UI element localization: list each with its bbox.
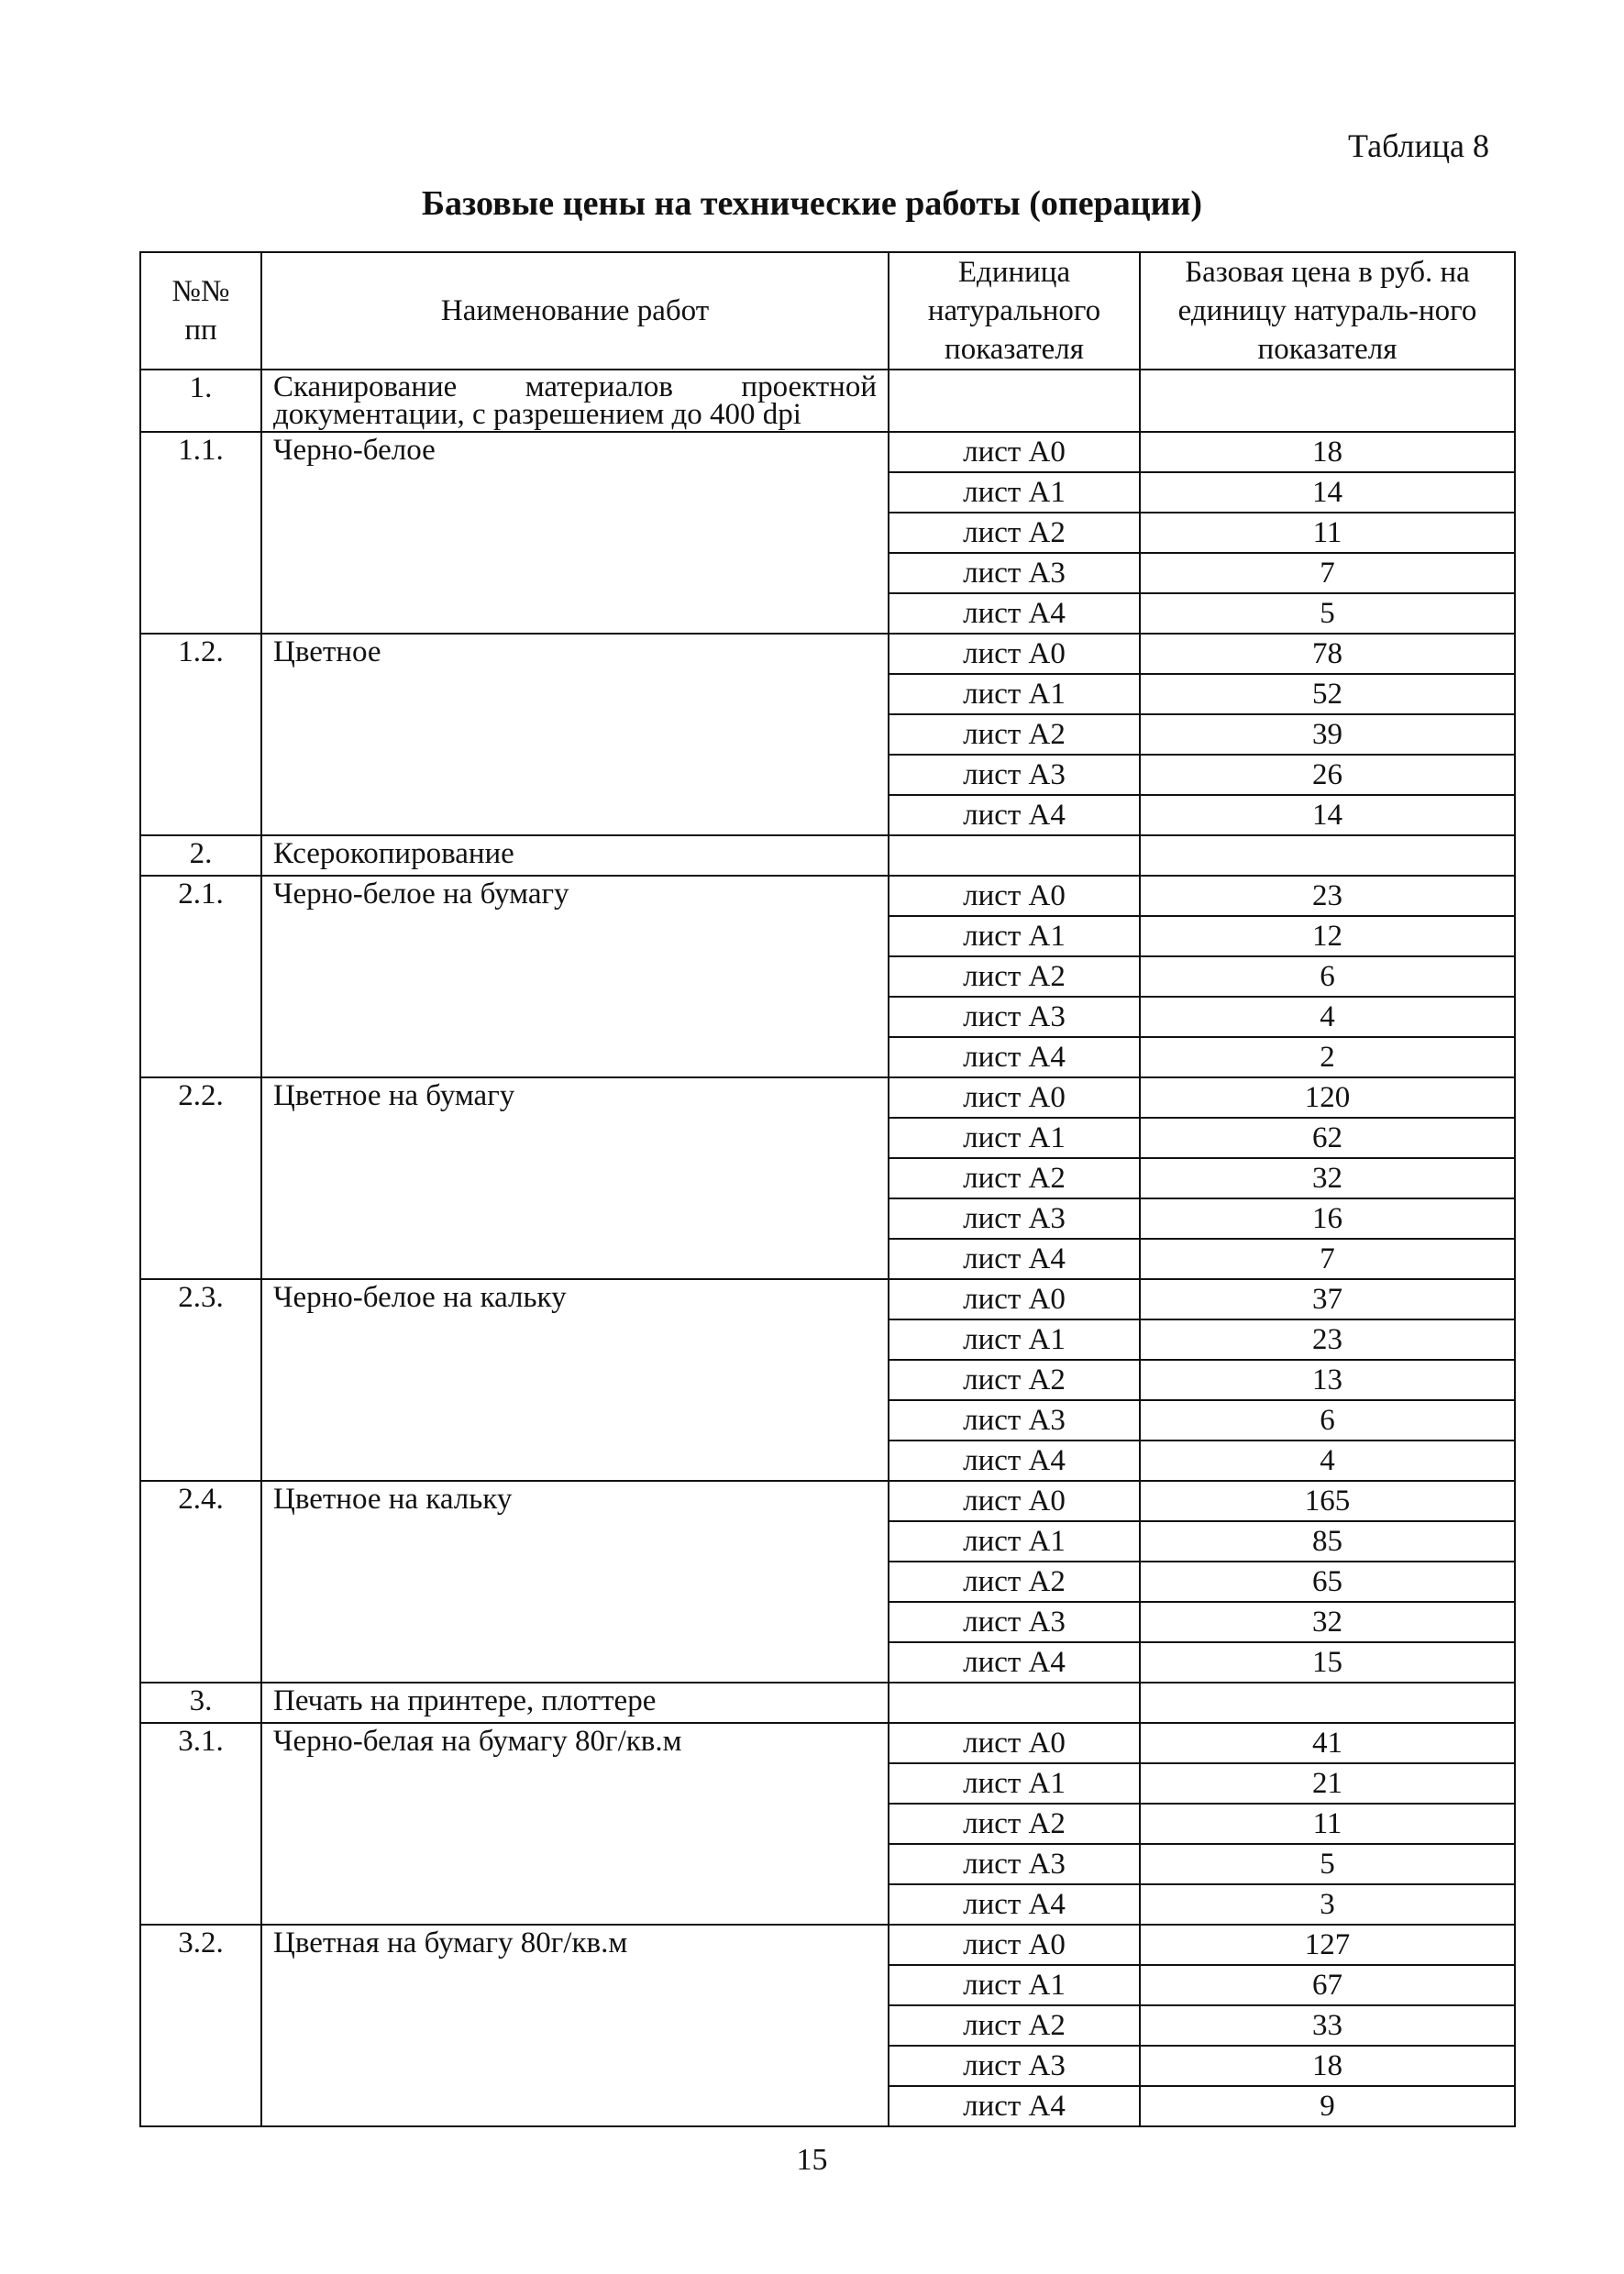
unit-cell: лист А3	[889, 1602, 1140, 1642]
column-header-name-text: Наименование работ	[440, 294, 710, 327]
column-header-price-text: Базовая цена в руб. на единицу натураль-ного показателя	[1177, 256, 1477, 366]
item-number: 2.4.	[140, 1481, 261, 1683]
price-cell: 13	[1140, 1360, 1515, 1400]
item-number: 3.2.	[140, 1925, 261, 2126]
unit-cell: лист А2	[889, 956, 1140, 997]
unit-cell: лист А3	[889, 755, 1140, 795]
price-cell: 62	[1140, 1118, 1515, 1158]
unit-cell: лист А0	[889, 1481, 1140, 1521]
price-cell: 32	[1140, 1602, 1515, 1642]
unit-cell: лист А1	[889, 1118, 1140, 1158]
price-cell: 11	[1140, 1804, 1515, 1844]
item-name: Цветное на бумагу	[261, 1077, 889, 1279]
table-row	[140, 1723, 1515, 1763]
price-cell: 2	[1140, 1037, 1515, 1077]
unit-cell: лист А0	[889, 1723, 1140, 1763]
column-header-unit-text: Единица натурального показателя	[927, 256, 1101, 366]
unit-cell: лист А4	[889, 1642, 1140, 1683]
price-cell: 21	[1140, 1763, 1515, 1804]
unit-cell: лист А4	[889, 1037, 1140, 1077]
price-cell: 18	[1140, 2046, 1515, 2086]
item-name: Черно-белое	[261, 432, 889, 634]
document-title: Базовые цены на технические работы (операции)	[421, 184, 1203, 223]
table-row	[140, 1925, 1515, 1965]
unit-cell: лист А3	[889, 2046, 1140, 2086]
unit-cell: лист А0	[889, 1077, 1140, 1118]
unit-cell: лист А4	[889, 1441, 1140, 1481]
price-cell: 65	[1140, 1562, 1515, 1602]
unit-cell: лист А1	[889, 1965, 1140, 2005]
item-number: 2.2.	[140, 1077, 261, 1279]
price-cell: 6	[1140, 956, 1515, 997]
price-cell: 4	[1140, 1441, 1515, 1481]
price-cell: 18	[1140, 432, 1515, 472]
section-row	[140, 370, 1515, 432]
table-row	[140, 1279, 1515, 1319]
column-header-name	[261, 252, 889, 370]
price-cell: 15	[1140, 1642, 1515, 1683]
section-name: Сканирование материалов проектной документации, с разрешением до 400 dpi	[261, 370, 889, 432]
item-number: 3.1.	[140, 1723, 261, 1925]
price-cell: 37	[1140, 1279, 1515, 1319]
page-number: 15	[796, 2143, 828, 2177]
price-table	[139, 251, 1516, 2127]
unit-cell: лист А4	[889, 1884, 1140, 1925]
item-number: 2.3.	[140, 1279, 261, 1481]
unit-cell: лист А2	[889, 2005, 1140, 2046]
table-row	[140, 1481, 1515, 1521]
price-cell: 127	[1140, 1925, 1515, 1965]
unit-cell: лист А4	[889, 1239, 1140, 1279]
item-name: Цветное на кальку	[261, 1481, 889, 1683]
item-number: 2.1.	[140, 876, 261, 1077]
price-cell: 7	[1140, 1239, 1515, 1279]
unit-cell: лист А4	[889, 593, 1140, 634]
section-row	[140, 835, 1515, 876]
price-cell: 52	[1140, 674, 1515, 714]
table-row	[140, 876, 1515, 916]
unit-cell: лист А3	[889, 1400, 1140, 1441]
price-cell: 11	[1140, 513, 1515, 553]
column-header-number	[140, 252, 261, 370]
price-cell: 5	[1140, 1844, 1515, 1884]
price-cell: 165	[1140, 1481, 1515, 1521]
unit-cell: лист А2	[889, 1562, 1140, 1602]
table-body	[140, 370, 1515, 2126]
price-cell: 14	[1140, 472, 1515, 513]
price-cell: 85	[1140, 1521, 1515, 1562]
unit-cell: лист А4	[889, 2086, 1140, 2126]
price-cell: 16	[1140, 1198, 1515, 1239]
unit-cell: лист А2	[889, 1804, 1140, 1844]
price-cell: 7	[1140, 553, 1515, 593]
price-cell: 23	[1140, 1319, 1515, 1360]
table-row	[140, 432, 1515, 472]
unit-cell: лист А0	[889, 876, 1140, 916]
item-name: Цветное	[261, 634, 889, 835]
unit-cell: лист А3	[889, 1844, 1140, 1884]
section-price-empty	[1140, 1683, 1515, 1723]
price-cell: 39	[1140, 714, 1515, 755]
item-number: 1.1.	[140, 432, 261, 634]
section-row	[140, 1683, 1515, 1723]
section-name: Ксерокопирование	[261, 835, 889, 876]
price-cell: 26	[1140, 755, 1515, 795]
table-row	[140, 1077, 1515, 1118]
item-name: Черно-белое на кальку	[261, 1279, 889, 1481]
table-row	[140, 634, 1515, 674]
column-header-number-text: №№ пп	[171, 275, 230, 347]
price-cell: 67	[1140, 1965, 1515, 2005]
unit-cell: лист А2	[889, 1158, 1140, 1198]
item-name: Черно-белое на бумагу	[261, 876, 889, 1077]
section-number: 1.	[140, 370, 261, 432]
section-price-empty	[1140, 370, 1515, 432]
unit-cell: лист А0	[889, 1925, 1140, 1965]
price-cell: 33	[1140, 2005, 1515, 2046]
table-header-row	[140, 252, 1515, 370]
unit-cell: лист А2	[889, 513, 1140, 553]
unit-cell: лист А1	[889, 674, 1140, 714]
section-name: Печать на принтере, плоттере	[261, 1683, 889, 1723]
unit-cell: лист А1	[889, 916, 1140, 956]
price-cell: 32	[1140, 1158, 1515, 1198]
price-cell: 41	[1140, 1723, 1515, 1763]
unit-cell: лист А0	[889, 634, 1140, 674]
unit-cell: лист А0	[889, 432, 1140, 472]
price-cell: 14	[1140, 795, 1515, 835]
unit-cell: лист А3	[889, 997, 1140, 1037]
item-name: Цветная на бумагу 80г/кв.м	[261, 1925, 889, 2126]
table-label: Таблица 8	[1348, 127, 1489, 164]
section-unit-empty	[889, 1683, 1140, 1723]
unit-cell: лист А0	[889, 1279, 1140, 1319]
section-number: 2.	[140, 835, 261, 876]
price-cell: 9	[1140, 2086, 1515, 2126]
price-cell: 5	[1140, 593, 1515, 634]
price-cell: 23	[1140, 876, 1515, 916]
unit-cell: лист А2	[889, 1360, 1140, 1400]
price-cell: 12	[1140, 916, 1515, 956]
price-cell: 120	[1140, 1077, 1515, 1118]
section-unit-empty	[889, 370, 1140, 432]
unit-cell: лист А1	[889, 1521, 1140, 1562]
section-price-empty	[1140, 835, 1515, 876]
unit-cell: лист А1	[889, 1763, 1140, 1804]
price-cell: 6	[1140, 1400, 1515, 1441]
unit-cell: лист А1	[889, 1319, 1140, 1360]
unit-cell: лист А3	[889, 553, 1140, 593]
price-cell: 3	[1140, 1884, 1515, 1925]
unit-cell: лист А2	[889, 714, 1140, 755]
item-name: Черно-белая на бумагу 80г/кв.м	[261, 1723, 889, 1925]
unit-cell: лист А4	[889, 795, 1140, 835]
price-cell: 78	[1140, 634, 1515, 674]
section-number: 3.	[140, 1683, 261, 1723]
item-number: 1.2.	[140, 634, 261, 835]
unit-cell: лист А3	[889, 1198, 1140, 1239]
unit-cell: лист А1	[889, 472, 1140, 513]
section-unit-empty	[889, 835, 1140, 876]
price-cell: 4	[1140, 997, 1515, 1037]
column-header-price	[1140, 252, 1515, 370]
column-header-unit	[889, 252, 1140, 370]
